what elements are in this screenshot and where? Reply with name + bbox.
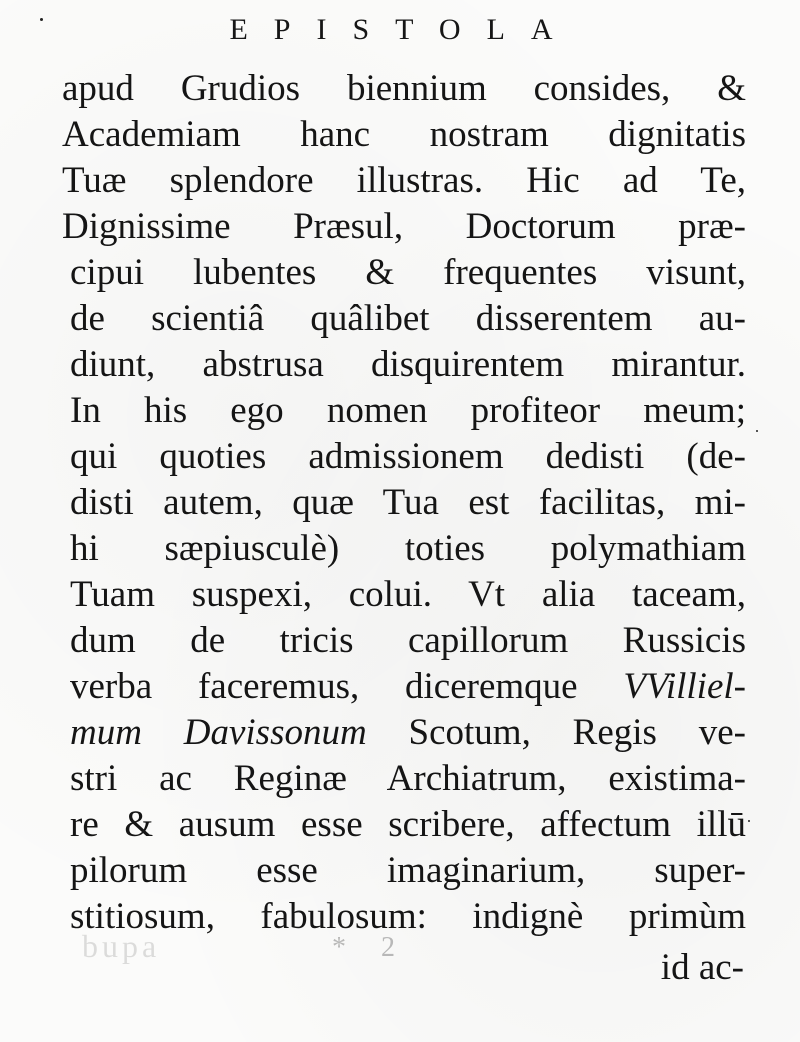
italic-name-part-2: mum Davissonum [70,712,367,753]
text-line-5: cipui lubentes & frequentes visunt, [70,252,746,293]
text-line-13: dum de tricis capillorum Russicis [70,620,746,661]
signature-mark: * 2 [332,932,409,963]
text-line-3: Tuæ splendore illustras. Hic ad Te, [62,160,746,201]
text-line-12: Tuam suspexi, colui. Vt alia taceam, [70,574,746,615]
text-line-16: stri ac Reginæ Archiatrum, existima- [70,758,746,799]
running-title: EPISTOLA [229,13,579,46]
text-line-18: pilorum esse imaginarium, super- [70,850,746,891]
ink-speck [748,820,750,822]
ink-speck [40,18,43,21]
bleed-through-text: bupa [82,928,161,964]
text-line-4: Dignissime Præsul, Doctorum præ- [62,206,746,247]
italic-name-part-1: VVilliel- [623,666,746,707]
catchword: id ac- [660,947,744,988]
text-line-15 [62,710,746,756]
text-line-8: In his ego nomen profiteor meum; [70,390,746,431]
text-line-17: re & ausum esse scribere, affectum illū [70,804,746,845]
text-line-7: diunt, abstrusa disquirentem mirantur. [70,344,746,385]
text-line-9: qui quoties admissionem dedisti (de- [70,436,746,477]
text-line-10: disti autem, quæ Tua est facilitas, mi- [70,482,746,523]
ink-speck [756,430,758,432]
text-line-15-roman: Scotum, Regis ve- [408,712,746,753]
text-line-2: Academiam hanc nostram dignitatis [62,114,746,155]
epistle-text [62,66,746,940]
text-line-14 [62,664,746,710]
page-footer [62,928,746,1008]
text-line-11: hi sæpiusculè) toties polymathiam [70,528,746,569]
text-line-14-roman: verba faceremus, diceremque [70,666,578,707]
text-line-1: apud Grudios biennium consides, & [62,68,746,109]
text-line-19: stitiosum, fabulosum: indignè primùm [70,896,746,937]
text-line-6: de scientiâ quâlibet disserentem au- [70,298,746,339]
